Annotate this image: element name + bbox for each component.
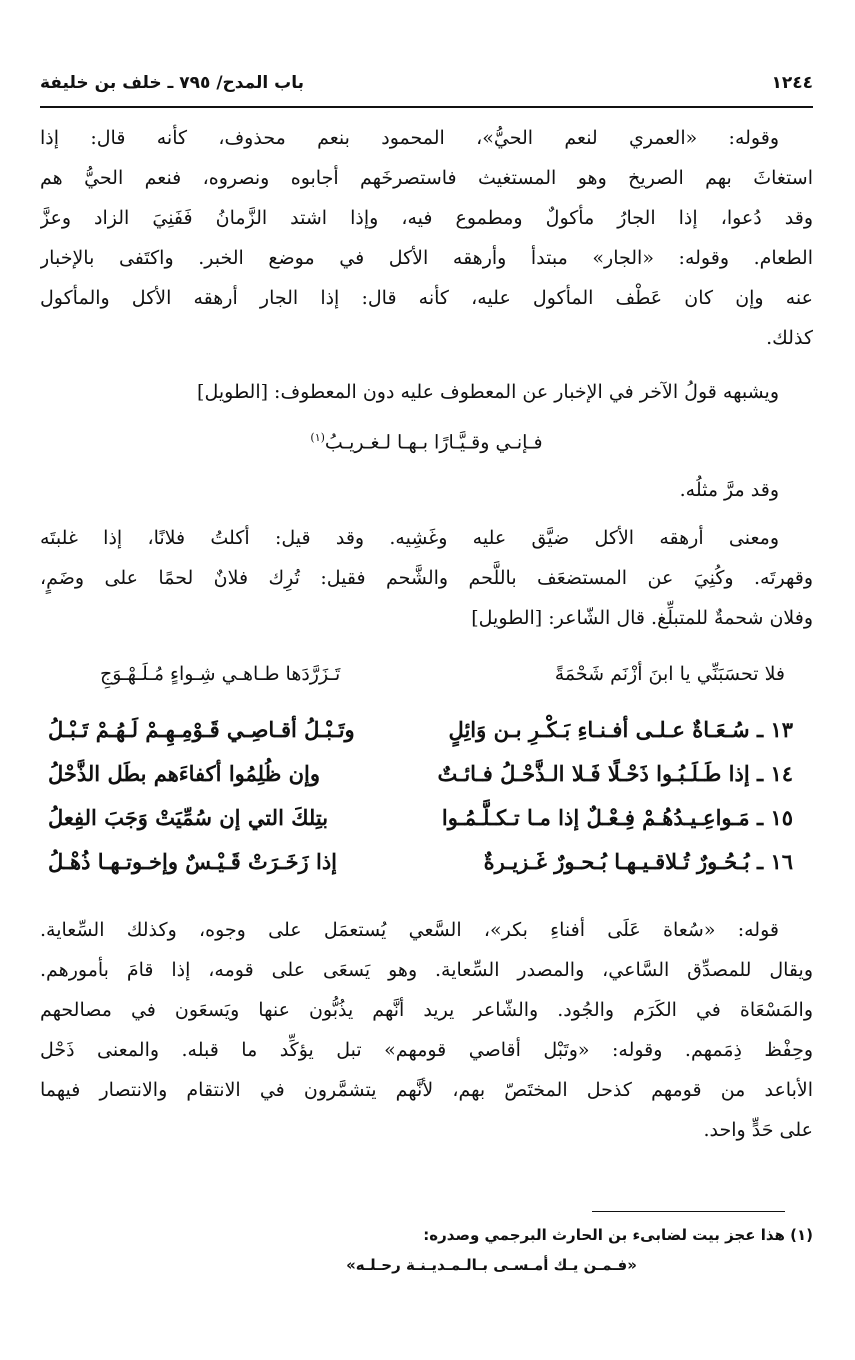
- text-line: ويشبهه قولُ الآخر في الإخبار عن المعطوف عليه دون المعطوف: [الطويل]: [197, 381, 779, 403]
- text-line: وقهرتَه. وكُنِيَ عن المستضعَف باللَّحم والشَّحم فقيل: تُرِك فلانٌ لحمًا على وضَمٍ،: [40, 567, 813, 589]
- text-line: الأباعد من قومهم كذحل المختَصّ بهم، لأنَّهم يتشمَّرون في الانتقام والانتصار فيهما: [40, 1079, 813, 1101]
- cited-poem: [100, 654, 785, 694]
- verse-16: [48, 840, 793, 884]
- text-line: استغاثَ بهم الصريخ وهو المستغيث فاستصرخَهم أجابوه ونصروه، فنعم الحيُّ هم: [40, 167, 813, 189]
- text-line: وحِفْظ ذِمَمهم. وقوله: «وتَبْل أقاصي قومهم» تبل يؤكِّد ما قبله. والمعنى ذَحْل: [40, 1039, 813, 1061]
- paragraph-1: [40, 118, 813, 358]
- footnote-quote: «فـمـن يـك أمـسـى بـالـمـديـنـة رحـلـه»: [346, 1256, 637, 1274]
- paragraph-3: [40, 470, 813, 510]
- footnote-line: (١) هذا عجز بيت لضابىء بن الحارث البرجمي وصدره:: [423, 1226, 813, 1244]
- verse-hemistich-left: بتِلكَ التي إن سُمِّيَتْ وَجَبَ الفِعلُ: [48, 805, 329, 830]
- paragraph-2: [40, 372, 813, 412]
- footnote-rule: [592, 1211, 785, 1212]
- running-title: باب المدح/ ٧٩٥ ـ خلف بن خليفة: [40, 73, 304, 93]
- quoted-hemistich: [40, 418, 813, 462]
- verse-14: [48, 752, 793, 796]
- text-line: الطعام. وقوله: «الجار» مبتدأ وأرهقه الأكل في موضع الخبر. واكتَفى بالإخبار: [40, 247, 813, 269]
- running-header: [40, 66, 813, 100]
- footnote-ref: (١): [310, 431, 325, 444]
- verse-hemistich-right: ١٤ ـ إذا طَـلَـبُـوا ذَحْـلًا فَـلا الـذَّحْـلُ فـائـتٌ: [437, 761, 793, 786]
- paragraph-4: [40, 518, 813, 638]
- verse-hemistich-left: وإن ظُلِمُوا أكفاءَهم بطَل الذَّحْلُ: [48, 761, 321, 786]
- paragraph-5: [40, 910, 813, 1150]
- verse-hemistich-left: إذا زَخَـرَتْ قَـيْـسٌ وإخـوتـهـا ذُهْـلُ: [48, 849, 338, 874]
- header-rule: [40, 106, 813, 108]
- verse-13: [48, 708, 793, 752]
- verse-hemistich-right: ١٥ ـ مَـواعِـيـدُهُـمْ فِـعْـلٌ إذا مـا تـكـلَّـمُـوا: [441, 805, 793, 830]
- text-line: وقد دُعوا، إذا الجارُ مأكولٌ ومطموع فيه، وإذا اشتد الزَّمانُ فَفَنِيَ الزاد وعزَّ: [40, 207, 813, 229]
- footnote: [40, 1220, 813, 1280]
- text-line: ومعنى أرهقه الأكل ضيَّق عليه وغَشِيه. وقد قيل: أكلتُ فلانًا، إذا غلبتَه: [40, 527, 779, 549]
- poem-hemistich-right: فلا تحسَبَنِّي يا ابنَ أزْنَم شَحْمَةً: [554, 663, 785, 685]
- text-line: قوله: «سُعاة عَلَى أفناءِ بكر»، السَّعي يُستعمَل على وجوه، وكذلك السِّعاية.: [40, 919, 779, 941]
- text-line: وقد مرَّ مثلُه.: [679, 479, 779, 501]
- verses: [48, 708, 793, 884]
- text-line: كذلك.: [766, 327, 813, 349]
- page-number: ١٢٤٤: [771, 73, 813, 93]
- quote-verse: فـإنـي وقـيَّـارًا بـهـا لـغـريـبُ$^{(١)}$: [310, 431, 543, 454]
- verse-hemistich-right: ١٦ ـ بُـحُـورٌ تُـلاقـيـهـا بُـحـورٌ غَـزيـرةٌ: [483, 849, 793, 874]
- poem-hemistich-left: تَـزَرَّدَها طـاهـي شِـواءٍ مُـلَـهْـوَجِ: [100, 663, 341, 685]
- verse-15: [48, 796, 793, 840]
- text-line: ويقال للمصدِّق السَّاعي، والمصدر السِّعاية. وهو يَسعَى على قومه، إذا قامَ بأمورهم.: [40, 959, 813, 981]
- verse-hemistich-left: وتَـبْـلُ أقـاصِـي قَـوْمِـهِـمْ لَـهُـمْ تَـبْـلُ: [48, 717, 355, 742]
- text-line: وفلان شحمةٌ للمتبلِّغ. قال الشّاعر: [الطويل]: [471, 607, 813, 629]
- text-line: والمَسْعَاة في الكَرَم والجُود. والشّاعر يريد أنَّهم يذُبُّون عنها ويَسعَون في مصالحهم: [40, 999, 813, 1021]
- text-line: على حَدٍّ واحد.: [703, 1119, 813, 1141]
- text-line: عنه وإن كان عَطْف المأكول عليه، كأنه قال: إذا الجار أرهقه الأكل والمأكول: [40, 287, 813, 309]
- text-line: وقوله: «العمري لنعم الحيُّ»، المحمود بنعم محذوف، كأنه قال: إذا: [40, 127, 779, 149]
- verse-hemistich-right: ١٣ ـ سُـعَـاةٌ عـلـى أفـنـاءِ بَـكْـرِ بـن وَائِلٍ: [448, 717, 793, 742]
- poem-line: [100, 654, 785, 694]
